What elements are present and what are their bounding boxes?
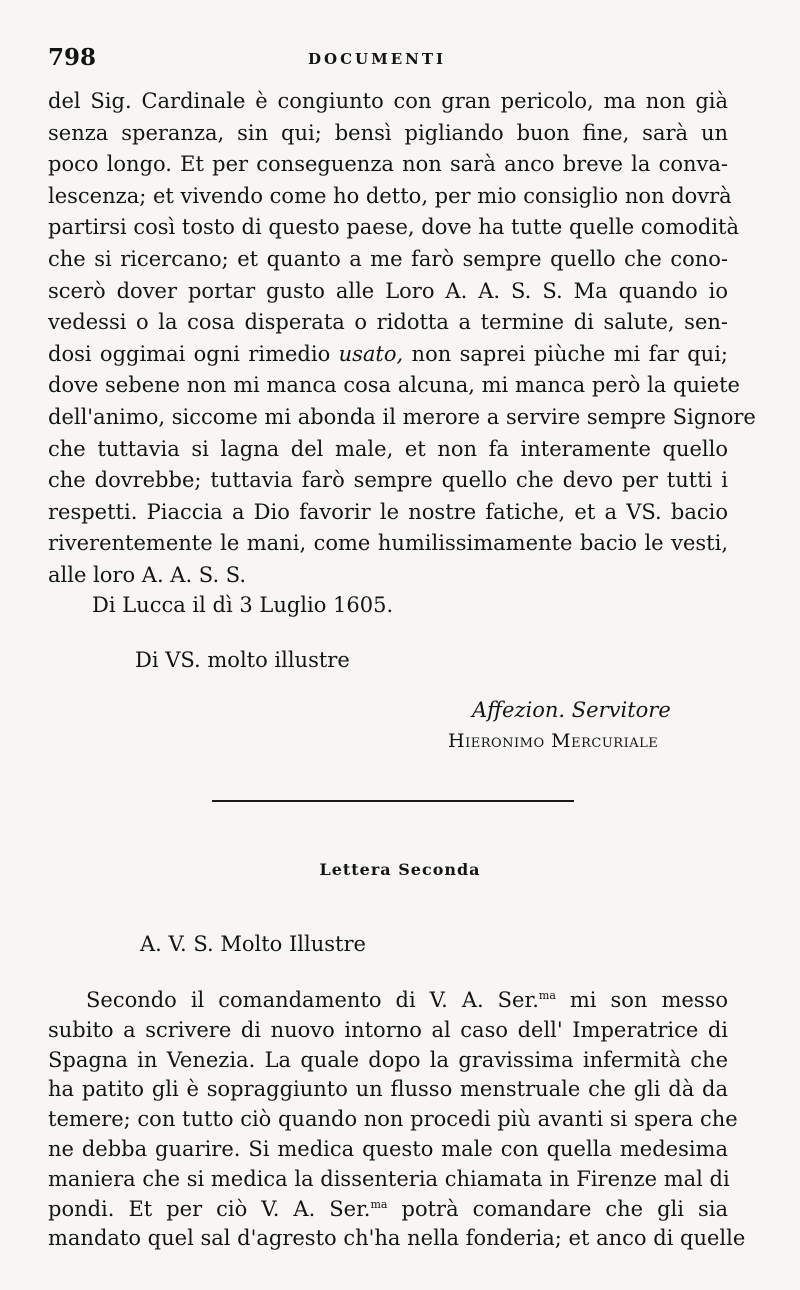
letter-two-body: [48, 986, 746, 1254]
text-line: Spagna in Venezia. La quale dopo la gravissima infermità che: [48, 1047, 728, 1072]
text-line: senza speranza, sin qui; bensì pigliando buon fine, sarà un: [48, 120, 728, 145]
letter-one-body: [48, 86, 756, 592]
text-line-with-italic: [48, 339, 728, 371]
text-line: temere; con tutto ciò quando non procedi più avanti si spera che: [48, 1107, 738, 1132]
text-fragment: dosi oggimai ogni rimedio: [48, 341, 331, 366]
superscript: ma: [370, 1197, 388, 1211]
text-line: che si ricercano; et quanto a me farò sempre quello che cono-: [48, 246, 728, 271]
text-line: subito a scrivere di nuovo intorno al caso dell' Imperatrice di: [48, 1017, 728, 1042]
text-line: ha patito gli è sopraggiunto un flusso menstruale che gli dà da: [48, 1077, 728, 1102]
text-line: scerò dover portar gusto alle Loro A. A. S. S. Ma quando io: [48, 278, 728, 303]
text-line: dove sebene non mi manca cosa alcuna, mi manca però la quiete: [48, 373, 740, 398]
text-line: respetti. Piaccia a Dio favorir le nostre fatiche, et a VS. bacio: [48, 499, 728, 524]
text-line: alle loro A. A. S. S.: [48, 562, 247, 587]
text-fragment: potrà comandare che gli sia: [401, 1196, 729, 1221]
text-line: del Sig. Cardinale è congiunto con gran pericolo, ma non già: [48, 89, 728, 113]
text-line: mandato quel sal d'agresto ch'ha nella fonderia; et anco di quelle: [48, 1226, 746, 1251]
signature-name: Hieronimo Mercuriale: [448, 730, 659, 752]
text-line: riverentemente le mani, come humilissimamente bacio le vesti,: [48, 531, 728, 556]
dateline: Di Lucca il dì 3 Luglio 1605.: [92, 593, 394, 617]
text-line: dell'animo, siccome mi abonda il merore a servire sempre Signore: [48, 404, 756, 429]
section-divider: [212, 800, 574, 802]
text-line: lescenza; et vivendo come ho detto, per mio consiglio non dovrà: [48, 183, 732, 208]
page-header: [48, 44, 728, 80]
text-line: maniera che si medica la dissenteria chiamata in Firenze mal di: [48, 1166, 730, 1191]
italic-word: usato,: [338, 341, 404, 366]
text-fragment: pondi. Et per ciò V. A. Ser.: [48, 1196, 371, 1221]
text-line: vedessi o la cosa disperata o ridotta a termine di salute, sen-: [48, 310, 728, 335]
text-line-with-superscript: [48, 986, 728, 1016]
text-fragment: Secondo il comandamento di V. A. Ser.: [86, 988, 539, 1012]
letter-address: A. V. S. Molto Illustre: [140, 932, 366, 956]
text-line-with-superscript: [48, 1195, 728, 1225]
text-fragment: non saprei piùche mi far qui;: [411, 341, 728, 366]
closing-formula: Di VS. molto illustre: [135, 648, 350, 672]
text-line: che tuttavia si lagna del male, et non fa interamente quello: [48, 436, 728, 461]
text-line: poco longo. Et per conseguenza non sarà anco breve la conva-: [48, 152, 728, 177]
text-line: partirsi così tosto di questo paese, dove ha tutte quelle comodità: [48, 215, 739, 240]
page-number: 798: [48, 44, 97, 71]
running-title: DOCUMENTI: [308, 50, 447, 68]
text-line: che dovrebbe; tuttavia farò sempre quello che devo per tutti i: [48, 468, 728, 493]
signature-role: Affezion. Servitore: [472, 698, 671, 722]
superscript: ma: [538, 989, 556, 1002]
text-line: ne debba guarire. Si medica questo male con quella medesima: [48, 1136, 728, 1161]
letter-heading: Lettera Seconda: [319, 860, 481, 879]
text-fragment: mi son messo: [569, 988, 728, 1012]
